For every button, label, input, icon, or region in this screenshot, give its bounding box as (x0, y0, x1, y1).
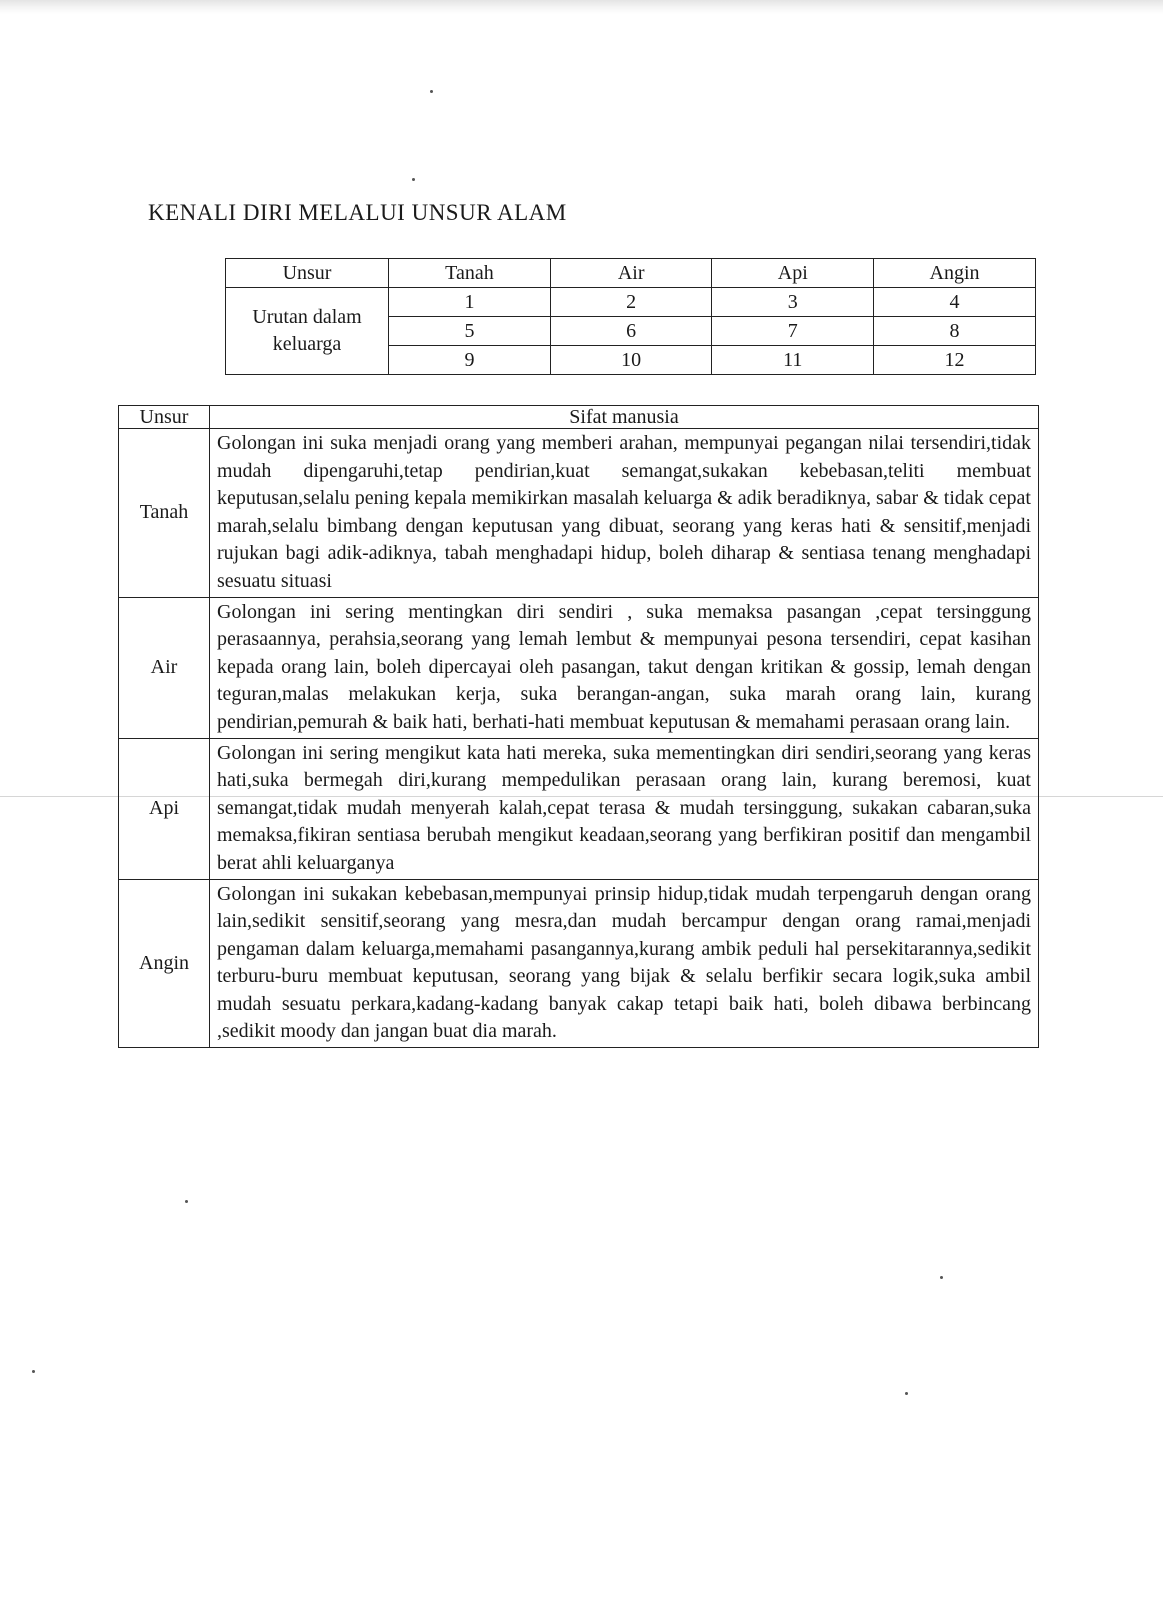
element-description: Golongan ini suka menjadi orang yang memberi arahan, mempunyai pegangan nilai tersendiri,tidak mudah dipengaruhi,tetap pendirian,kuat semangat,sukakan kebebasan,teliti membuat keputusan,selalu pening kepala memikirkan masalah keluarga & adik beradiknya, sabar & tidak cepat marah,selalu bimbang dengan keputusan yang dibuat, seorang yang keras hati & sensitif,menjadi rujukan bagi adik-adiknya, tabah menghadapi hidup, boleh diharap & sentiasa tenang menghadapi sesuatu situasi (210, 429, 1039, 598)
page-title: KENALI DIRI MELALUI UNSUR ALAM (148, 200, 567, 225)
human-traits-table (118, 405, 1039, 1048)
scan-edge (0, 0, 1163, 14)
table-cell: 10 (550, 346, 712, 375)
element-description: Golongan ini sering mengikut kata hati mereka, suka mementingkan diri sendiri,seorang yang keras hati,suka bermegah diri,kurang mempedulikan perasaan orang lain, kurang beremosi, kuat semangat,tidak mudah menyerah kalah,cepat terasa & mudah tersinggung, sukakan cabaran,suka memaksa,fikiran sentiasa berubah mengikut keadaan,seorang yang berfikiran positif dan mengambil berat ahli keluarganya (210, 738, 1039, 879)
element-description: Golongan ini sukakan kebebasan,mempunyai prinsip hidup,tidak mudah terpengaruh dengan orang lain,sedikit sensitif,seorang yang mesra,dan mudah bercampur dengan orang ramai,menjadi pengaman dalam keluarga,memahami pasangannya,kurang ambik peduli hal persekitarannya,sedikit terburu-buru membuat keputusan, seorang yang bijak & selalu berfikir secara logik,suka ambil mudah sesuatu perkara,kadang-kadang banyak cakap tetapi baik hati, boleh dibawa berbincang ,sedikit moody dan jangan buat dia marah. (210, 879, 1039, 1048)
scan-speck (905, 1392, 908, 1395)
table-row (119, 597, 1039, 738)
scan-speck (32, 1370, 35, 1373)
element-name: Angin (119, 879, 210, 1048)
element-header-cell: Unsur (226, 259, 389, 288)
table-cell: 6 (550, 317, 712, 346)
element-api-header: Api (712, 259, 874, 288)
table-cell: 4 (874, 288, 1036, 317)
table-cell: 7 (712, 317, 874, 346)
element-tanah-header: Tanah (389, 259, 551, 288)
table-header-row (119, 406, 1039, 429)
table-row (119, 429, 1039, 598)
table-cell: 9 (389, 346, 551, 375)
element-air-header: Air (550, 259, 712, 288)
table-cell: 1 (389, 288, 551, 317)
table-cell: 3 (712, 288, 874, 317)
element-name: Tanah (119, 429, 210, 598)
element-description: Golongan ini sering mentingkan diri sendiri , suka memaksa pasangan ,cepat tersinggung perasaannya, perahsia,seorang yang lemah lembut & mempunyai pesona tersendiri, cepat kasihan kepada orang lain, boleh dipercayai oleh pasangan, takut dengan kritikan & gossip, lemah dengan teguran,malas melakukan kerja, suka berangan-angan, suka marah orang lain, kurang pendirian,pemurah & baik hati, berhati-hati membuat keputusan & memahami perasaan orang lain. (210, 597, 1039, 738)
table-cell: 8 (874, 317, 1036, 346)
family-order-table (225, 258, 1036, 375)
traits-column-header: Sifat manusia (210, 406, 1039, 429)
element-name: Api (119, 738, 210, 879)
scan-speck (430, 90, 433, 93)
scan-speck (412, 178, 415, 181)
table-cell: 5 (389, 317, 551, 346)
element-name: Air (119, 597, 210, 738)
element-column-header: Unsur (119, 406, 210, 429)
table-cell: 11 (712, 346, 874, 375)
scan-speck (185, 1200, 188, 1203)
table-cell: 12 (874, 346, 1036, 375)
scan-speck (940, 1276, 943, 1279)
table-cell: 2 (550, 288, 712, 317)
element-angin-header: Angin (874, 259, 1036, 288)
table-row (119, 879, 1039, 1048)
table-row (226, 288, 1036, 317)
table-row (226, 259, 1036, 288)
table-row (119, 738, 1039, 879)
family-order-label: Urutan dalam keluarga (226, 288, 389, 375)
